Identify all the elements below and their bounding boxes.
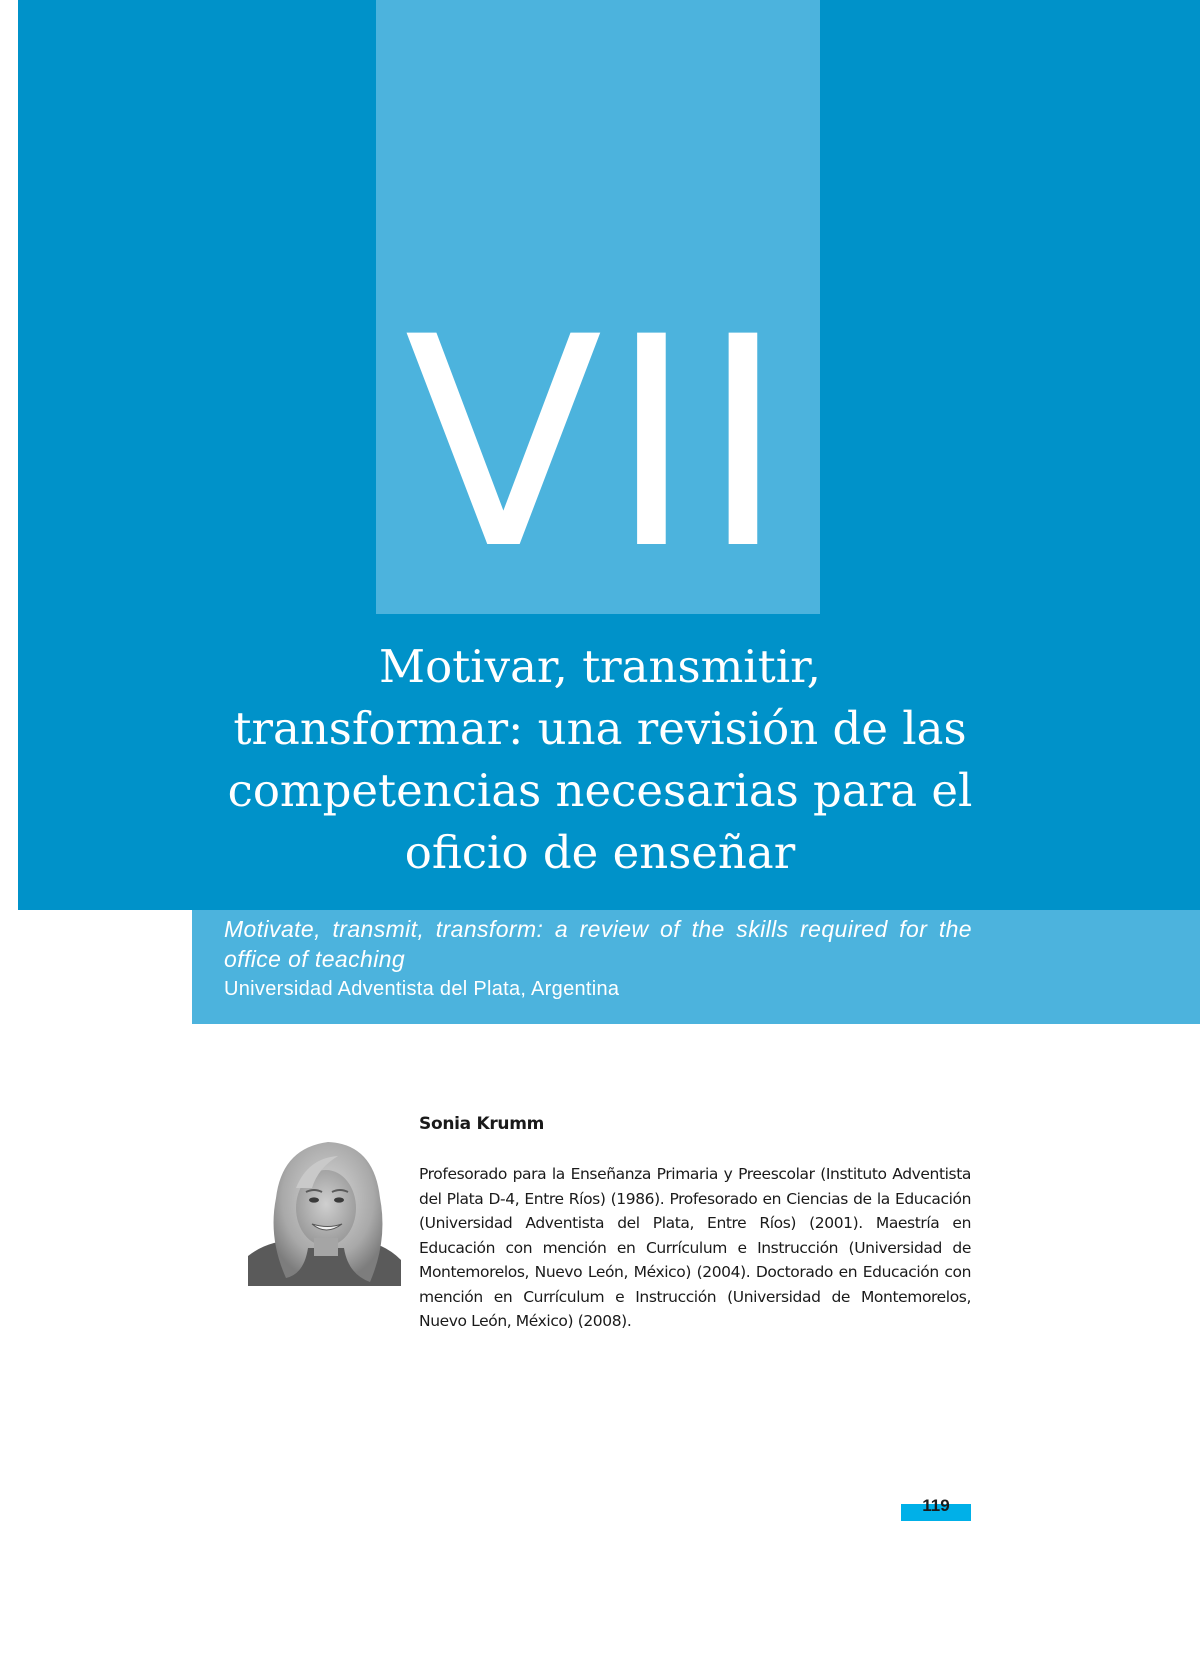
chapter-numeral: VII [404,276,792,613]
author-portrait-image [248,1128,401,1286]
page-number: 119 [922,1496,950,1515]
chapter-title: Motivar, transmitir, transformar: una revisión de las competencias necesarias para el oficio de enseñar [227,640,973,879]
author-bio: Profesorado para la Enseñanza Primaria y Preescolar (Instituto Adventista del Plata D-4, Entre Ríos) (1986). Profesorado en Ciencias de la Educación (Universidad Adventista del Plata, Entre Ríos) (2001). Maestría en Educación con mención en Currículum e Instrucción (Universidad de Montemorelos, Nuevo León, México) (2004). Doctorado en Educación con mención en Currículum e Instrucción (Universidad de Montemorelos, Nuevo León, México) (2008). [419,1165,971,1330]
subtitle-band [192,910,1200,1024]
chapter-numeral-box [376,0,820,614]
author-photo [248,1128,401,1286]
affiliation: Universidad Adventista del Plata, Argentina [224,978,620,1000]
author-name: Sonia Krumm [419,1114,545,1134]
english-title: Motivate, transmit, transform: a review of the skills required for the office of teaching [224,916,972,972]
